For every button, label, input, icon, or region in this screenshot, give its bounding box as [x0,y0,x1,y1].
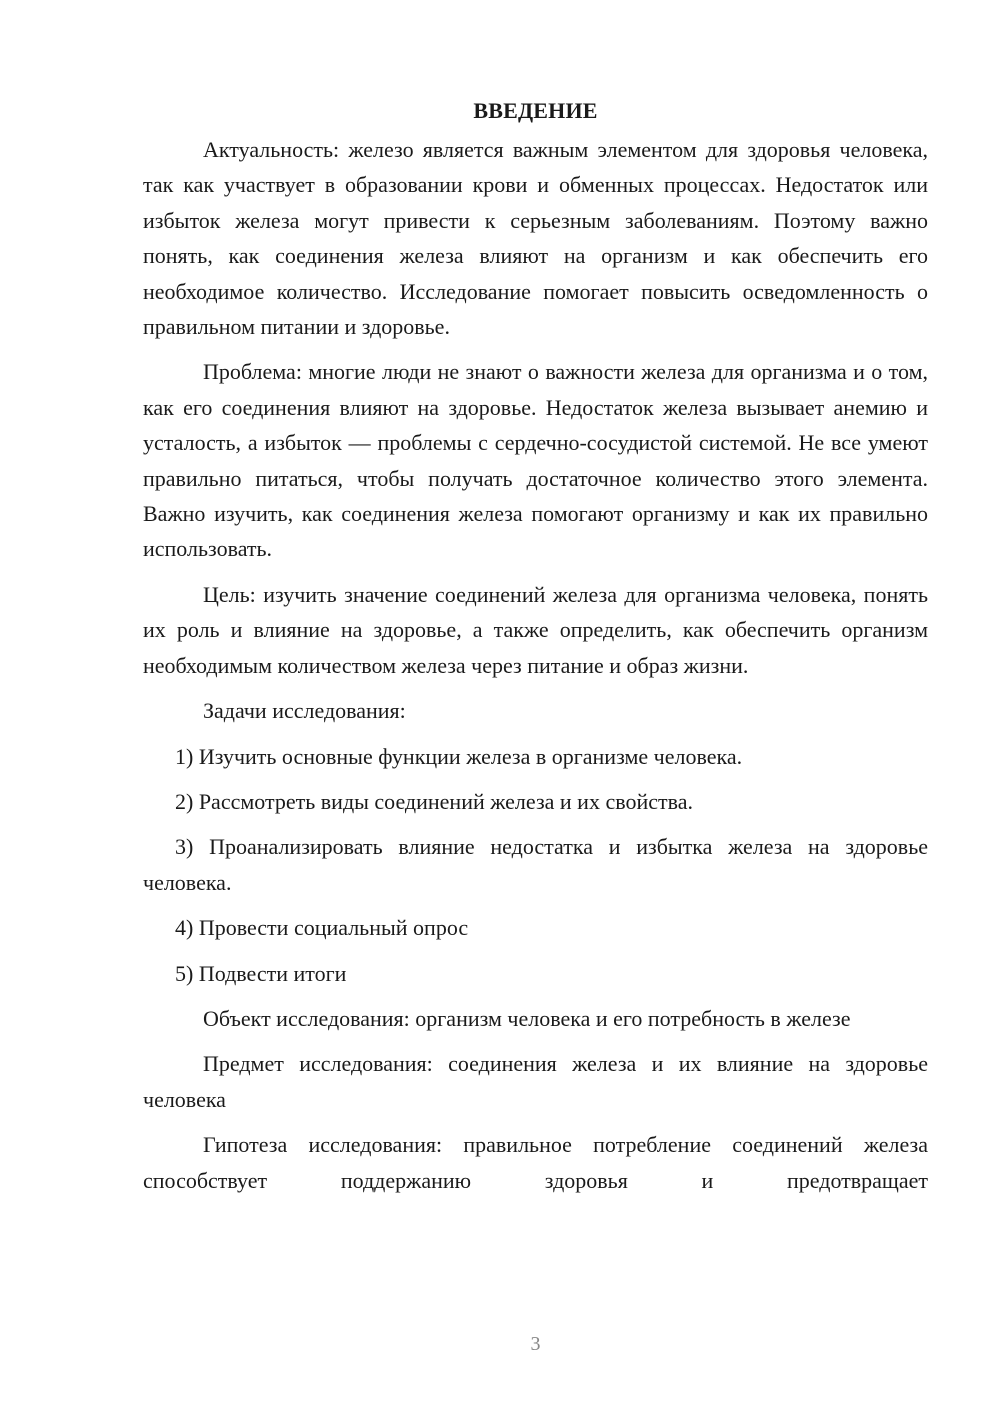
task-item-2: 2) Рассмотреть виды соединений железа и их свойства. [175,788,693,814]
task-item-1: 1) Изучить основные функции железа в организме человека. [175,743,743,769]
paragraph-problem: Проблема: многие люди не знают о важности железа для организма и о том, как его соединения влияют на здоровье. Недостаток железа вызывает анемию и усталость, а избыток — проблемы с сердечно-сосудистой системой. Не все умеют правильно питаться, чтобы получать достаточное количество этого элемента. Важно изучить, как соединения железа помогают организму и как их правильно использовать. [143,359,928,562]
tasks-heading: Задачи исследования: [203,698,406,724]
page-number: 3 [530,1333,541,1355]
paragraph-object: Объект исследования: организм человека и его потребность в железе [203,1005,851,1031]
page-title: ВВЕДЕНИЕ [473,98,598,123]
task-item-4: 4) Провести социальный опрос [175,915,469,941]
paragraph-goal: Цель: изучить значение соединений железа для организма человека, понять их роль и влияние на здоровье, а также определить, как обеспечить организм необходимым количеством железа через питание и образ жизни. [143,581,928,678]
task-item-5: 5) Подвести итоги [175,960,347,986]
document-page [143,90,928,1208]
paragraph-hypothesis: Гипотеза исследования: правильное потребление соединений железа способствует поддержанию здоровья и предотвращает [143,1132,928,1193]
paragraph-relevance: Актуальность: железо является важным элементом для здоровья человека, так как участвует в образовании крови и обменных процессах. Недостаток или избыток железа могут привести к серьезным заболеваниям. Поэтому важно понять, как соединения железа влияют на организм и как обеспечить его необходимое количество. Исследование помогает повысить осведомленность о правильном питании и здоровье. [143,137,928,340]
paragraph-subject: Предмет исследования: соединения железа и их влияние на здоровье человека [143,1051,928,1112]
task-item-3: 3) Проанализировать влияние недостатка и избытка железа на здоровье человека. [143,834,928,895]
